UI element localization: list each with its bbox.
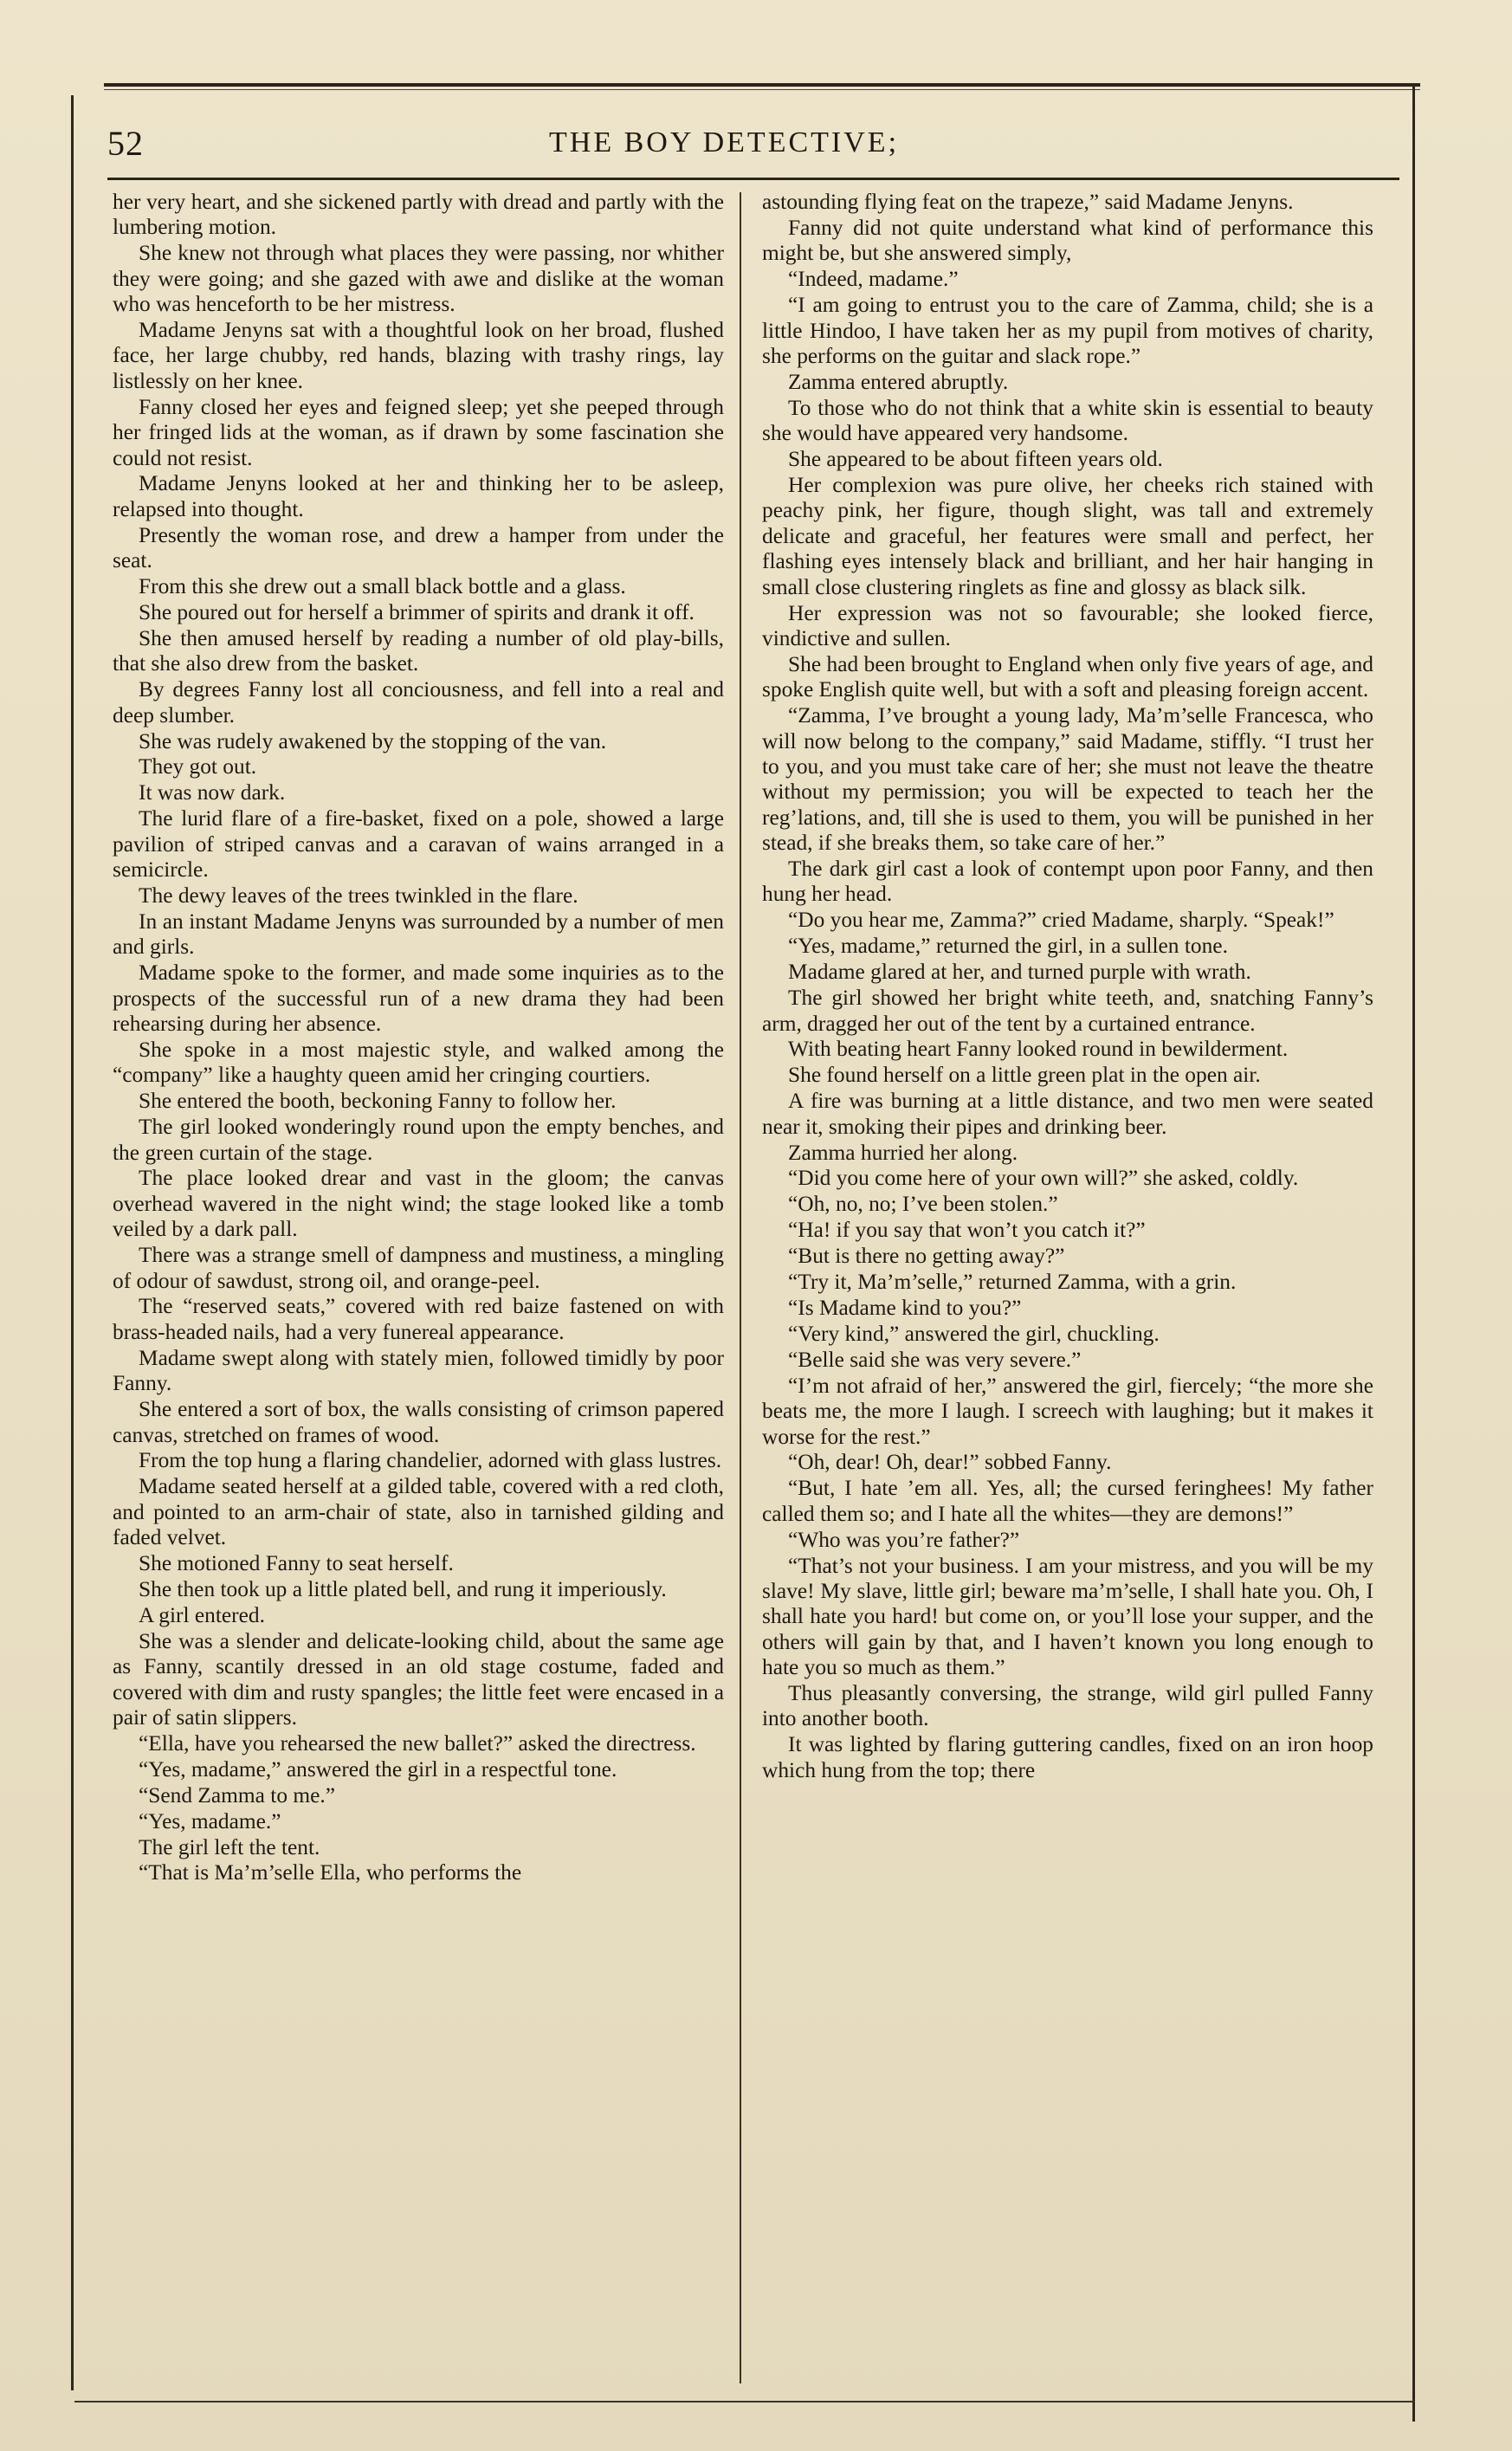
page-header (107, 123, 1399, 171)
paragraph: Fanny did not quite understand what kind of performance this might be, but she answered simply, (762, 215, 1373, 266)
paragraph: She knew not through what places they were passing, nor whither they were going; and she gazed with awe and dislike at the woman who was henceforth to be her mistress. (113, 241, 724, 317)
paragraph: A girl entered. (139, 1602, 265, 1627)
paragraph: “That’s not your business. I am your mistress, and you will be my slave! My slave, little girl; beware ma’m’selle, I shall hate you. Oh, I shall hate you hard! but come on, or you’ll lose your supper, and the others will gain by that, and I haven’t known you long enough to hate you so much as them.” (762, 1553, 1373, 1680)
paragraph: “I’m not afraid of her,” answered the girl, fiercely; “the more she beats me, the more I laugh. I screech with laughing; but it makes it worse for the rest.” (762, 1373, 1373, 1449)
paragraph: Her complexion was pure olive, her cheeks rich stained with peachy pink, her figure, though slight, was tall and extremely delicate and graceful, her features were small and perfect, her flashing eyes intensely black and brilliant, and her hair hanging in small close clustering ringlets as fine and glossy as black silk. (762, 472, 1373, 599)
paragraph: There was a strange smell of dampness and mustiness, a mingling of odour of sawdust, strong oil, and orange-peel. (113, 1243, 724, 1293)
header-rule (107, 178, 1399, 180)
paragraph: She then amused herself by reading a number of old play-bills, that she also drew from the basket. (113, 625, 724, 676)
paragraph: She then took up a little plated bell, and rung it imperiously. (139, 1576, 667, 1601)
paragraph: “Yes, madame,” returned the girl, in a sullen tone. (788, 934, 1228, 959)
paragraph: From the top hung a flaring chandelier, adorned with glass lustres. (139, 1448, 722, 1473)
paragraph: “Did you come here of your own will?” she asked, coldly. (788, 1166, 1299, 1191)
paragraph: “Try it, Ma’m’selle,” returned Zamma, with a grin. (788, 1270, 1237, 1295)
paragraph: Zamma hurried her along. (788, 1140, 1018, 1165)
paragraph: “That is Ma’m’selle Ella, who performs the (139, 1860, 522, 1885)
paragraph: They got out. (139, 754, 257, 779)
paragraph: “Yes, madame,” answered the girl in a respectful tone. (139, 1756, 617, 1782)
paragraph: She poured out for herself a brimmer of spirits and drank it off. (139, 600, 695, 624)
paragraph: The girl left the tent. (139, 1834, 320, 1859)
paragraph: “Oh, dear! Oh, dear!” sobbed Fanny. (788, 1450, 1112, 1475)
paragraph: She entered the booth, beckoning Fanny to follow her. (139, 1089, 617, 1114)
paragraph: The place looked drear and vast in the gloom; the canvas overhead wavered in the night wind; the stage looked like a tomb veiled by a dark pall. (113, 1166, 724, 1242)
paragraph: Madame spoke to the former, and made some inquiries as to the prospects of the successful run of a new drama they had been rehearsing during her absence. (113, 960, 724, 1036)
paragraph: Madame seated herself at a gilded table, covered with a red cloth, and pointed to an arm-chair of state, also in tarnished gilding and faded velvet. (113, 1474, 724, 1550)
left-border (71, 95, 74, 2390)
paragraph: She had been brought to England when only five years of age, and spoke English quite well, but with a soft and pleasing foreign accent. (762, 651, 1373, 702)
paragraph: “Do you hear me, Zamma?” cried Madame, sharply. “Speak!” (788, 908, 1334, 933)
paragraph: She motioned Fanny to seat herself. (139, 1551, 454, 1576)
paragraph: Thus pleasantly conversing, the strange, wild girl pulled Fanny into another booth. (762, 1681, 1373, 1731)
paragraph: She appeared to be about fifteen years old. (788, 447, 1163, 472)
paragraph: Fanny closed her eyes and feigned sleep; yet she peeped through her fringed lids at the woman, as if drawn by some fascination she could not resist. (113, 394, 724, 470)
paragraph: “But is there no getting away?” (788, 1244, 1065, 1269)
paragraph: Zamma entered abruptly. (788, 369, 1009, 394)
paragraph: her very heart, and she sickened partly with dread and partly with the lumbering motion. (113, 190, 724, 240)
paragraph: Madame Jenyns sat with a thoughtful look on her broad, flushed face, her large chubby, red hands, blazing with trashy rings, lay listlessly on her knee. (113, 318, 724, 393)
paragraph: She found herself on a little green plat in the open air. (788, 1063, 1261, 1088)
paragraph: “But, I hate ’em all. Yes, all; the cursed feringhees! My father called them so; and I hate all the whites—they are demons!” (762, 1476, 1373, 1526)
left-column (113, 190, 724, 2390)
paragraph: To those who do not think that a white skin is essential to beauty she would have appeared very handsome. (762, 395, 1373, 446)
paragraph: She spoke in a most majestic style, and walked among the “company” like a haughty queen amid her cringing courtiers. (113, 1037, 724, 1088)
paragraph: She was a slender and delicate-looking child, about the same age as Fanny, scantily dressed in an old stage costume, faded and covered with dim and rusty spangles; the little feet were encased in a pair of satin slippers. (113, 1628, 724, 1730)
paragraph: The dewy leaves of the trees twinkled in the flare. (139, 883, 578, 908)
top-rule-thin (104, 89, 1420, 90)
paragraph: “I am going to entrust you to the care of Zamma, child; she is a little Hindoo, I have taken her as my pupil from motives of charity, she performs on the guitar and slack rope.” (762, 293, 1373, 368)
paragraph: Presently the woman rose, and drew a hamper from under the seat. (113, 522, 724, 573)
top-rule (104, 83, 1420, 87)
paragraph: The lurid flare of a fire-basket, fixed on a pole, showed a large pavilion of striped canvas and a caravan of wains arranged in a semicircle. (113, 806, 724, 883)
paragraph: She was rudely awakened by the stopping of the van. (139, 728, 607, 753)
paragraph: “Zamma, I’ve brought a young lady, Ma’m’selle Francesca, who will now belong to the company,” said Madame, stiffly. “I trust her to you, and you must take care of her; she must not leave the theatre without my permission; you will be expected to teach her the reg’lations, and, till she is used to them, you will be punished in her stead, if she breaks them, so take care of her.” (762, 703, 1373, 856)
right-column (762, 190, 1373, 2390)
paragraph: She entered a sort of box, the walls consisting of crimson papered canvas, stretched on frames of wood. (113, 1397, 724, 1447)
paragraph: The dark girl cast a look of contempt upon poor Fanny, and then hung her head. (762, 857, 1373, 907)
paragraph: A fire was burning at a little distance, and two men were seated near it, smoking their pipes and drinking beer. (762, 1089, 1373, 1139)
paragraph: “Yes, madame.” (139, 1808, 281, 1833)
page-number: 52 (107, 124, 144, 163)
paragraph: “Indeed, madame.” (788, 267, 959, 292)
paragraph: The girl looked wonderingly round upon the empty benches, and the green curtain of the stage. (113, 1115, 724, 1165)
right-border (1412, 83, 1415, 2422)
paragraph: “Ha! if you say that won’t you catch it?” (788, 1218, 1146, 1243)
paragraph: astounding flying feat on the trapeze,” said Madame Jenyns. (762, 190, 1294, 214)
paragraph: “Very kind,” answered the girl, chuckling. (788, 1321, 1160, 1346)
paragraph: It was lighted by flaring guttering candles, fixed on an iron hoop which hung from the top; there (762, 1732, 1373, 1782)
paragraph: The girl showed her bright white teeth, and, snatching Fanny’s arm, dragged her out of the tent by a curtained entrance. (762, 986, 1373, 1036)
paragraph: Madame Jenyns looked at her and thinking her to be asleep, relapsed into thought. (113, 471, 724, 521)
paragraph: In an instant Madame Jenyns was surrounded by a number of men and girls. (113, 909, 724, 960)
paragraph: By degrees Fanny lost all conciousness, and fell into a real and deep slumber. (113, 677, 724, 728)
paragraph: “Ella, have you rehearsed the new ballet?” asked the directress. (139, 1730, 696, 1756)
paragraph: From this she drew out a small black bottle and a glass. (139, 574, 626, 599)
paragraph: “Send Zamma to me.” (139, 1782, 336, 1808)
paragraph: With beating heart Fanny looked round in bewilderment. (788, 1037, 1289, 1062)
paragraph: “Oh, no, no; I’ve been stolen.” (788, 1192, 1058, 1217)
paragraph: The “reserved seats,” covered with red baize fastened on with brass-headed nails, had a very funereal appearance. (113, 1294, 724, 1344)
paragraph: “Is Madame kind to you?” (788, 1295, 1022, 1320)
running-title: THE BOY DETECTIVE; (549, 126, 900, 158)
paragraph: It was now dark. (139, 780, 286, 805)
paragraph: Madame glared at her, and turned purple with wrath. (788, 960, 1251, 985)
paragraph: Her expression was not so favourable; she looked fierce, vindictive and sullen. (762, 600, 1373, 650)
paragraph: “Who was you’re father?” (788, 1527, 1020, 1552)
column-separator (740, 192, 741, 2383)
paragraph: Madame swept along with stately mien, followed timidly by poor Fanny. (113, 1345, 724, 1396)
paragraph: “Belle said she was very severe.” (788, 1347, 1082, 1372)
bottom-rule (74, 2401, 1415, 2402)
